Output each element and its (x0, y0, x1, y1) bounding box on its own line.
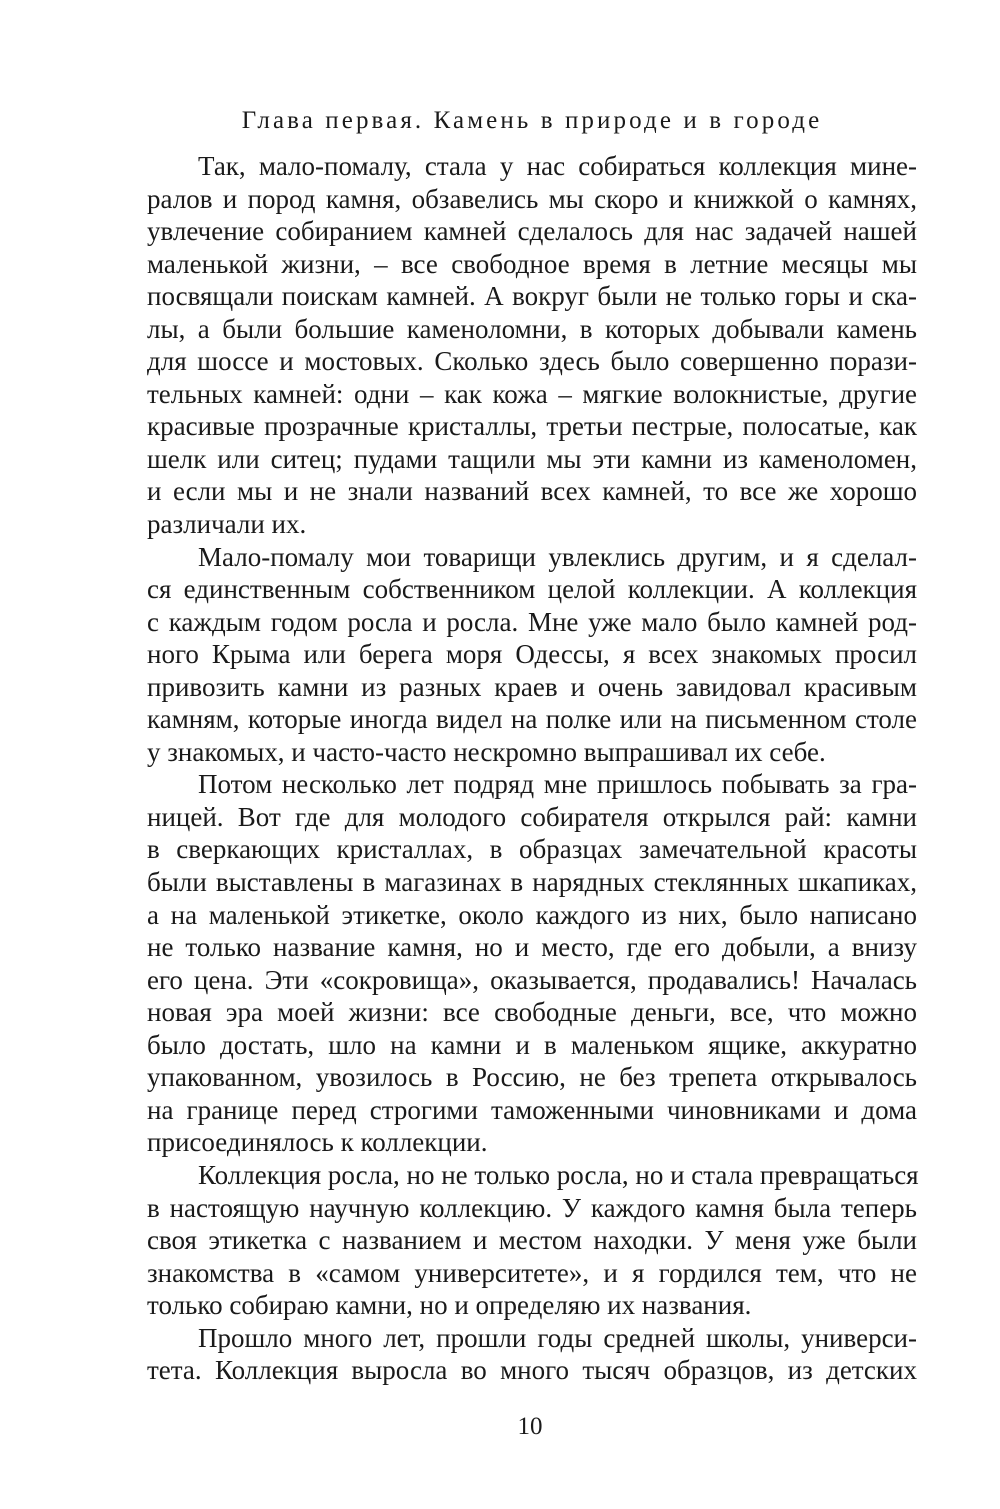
text-line: были выставлены в магазинах в нарядных стеклянных шкапиках, (147, 867, 917, 898)
text-line: ницей. Вот где для молодого собирателя открылся рай: камни (147, 801, 917, 832)
text-line: не только название камня, но и место, где его добыли, а внизу (147, 932, 917, 963)
text-line: с каждым годом росла и росла. Мне уже мало было камней род- (147, 606, 917, 637)
text-line: на границе перед строгими таможенными чиновниками и дома (147, 1094, 917, 1125)
text-line: новая эра моей жизни: все свободные деньги, все, что можно (147, 997, 917, 1028)
text-line: Потом несколько лет подряд мне пришлось побывать за гра- (198, 769, 917, 800)
text-line: шелк или ситец; пудами тащили мы эти камни из каменоломен, (147, 443, 917, 474)
text-line: Прошло много лет, прошли годы средней школы, универси- (198, 1322, 917, 1353)
text-line: ного Крыма или берега моря Одессы, я всех знакомых просил (147, 639, 917, 670)
text-line: тельных камней: одни – как кожа – мягкие волокнистые, другие (147, 378, 917, 409)
text-line: Коллекция росла, но не только росла, но и стала превращаться (198, 1159, 919, 1190)
text-line: ралов и пород камня, обзавелись мы скоро и книжкой о камнях, (147, 183, 917, 214)
text-line: ся единственным собственником целой коллекции. А коллекция (147, 574, 917, 605)
text-line: камням, которые иногда видел на полке или на письменном столе (147, 704, 917, 735)
text-line: привозить камни из разных краев и очень завидовал красивым (147, 671, 917, 702)
text-line: только собираю камни, но и определяю их названия. (147, 1290, 752, 1321)
text-line: в настоящую научную коллекцию. У каждого камня была теперь (147, 1192, 917, 1223)
text-line: в сверкающих кристаллах, в образцах замечательной красоты (147, 834, 917, 865)
text-line: маленькой жизни, – все свободное время в летние месяцы мы (147, 248, 917, 279)
text-line: упакованном, увозилось в Россию, не без трепета открывалось (147, 1062, 917, 1093)
body-text (147, 150, 917, 1387)
text-line: знакомства в «самом университете», и я гордился тем, что не (147, 1257, 917, 1288)
page-number: 10 (517, 1413, 543, 1440)
text-line: лы, а были большие каменоломни, в которых добывали камень (147, 313, 917, 344)
text-line: было достать, шло на камни и в маленьком ящике, аккуратно (147, 1029, 917, 1060)
text-line: различали их. (147, 509, 307, 540)
text-line: у знакомых, и часто-часто нескромно выпрашивал их себе. (147, 736, 826, 767)
text-line: его цена. Эти «сокровища», оказывается, продавались! Началась (147, 964, 917, 995)
text-line: посвящали поискам камней. А вокруг были не только горы и ска- (147, 281, 917, 312)
text-line: своя этикетка с названием и местом находки. У меня уже были (147, 1225, 917, 1256)
text-line: Так, мало-помалу, стала у нас собираться коллекция мине- (198, 151, 917, 181)
text-line: и если мы и не знали названий всех камней, то все же хорошо (147, 476, 917, 507)
running-header: Глава первая. Камень в природе и в городе (241, 107, 823, 134)
text-line: присоединялось к коллекции. (147, 1127, 488, 1158)
text-line: увлечение собиранием камней сделалось для нас задачей нашей (147, 216, 917, 247)
text-line: а на маленькой этикетке, около каждого из них, было написано (147, 899, 917, 930)
text-line: Мало-помалу мои товарищи увлеклись другим, и я сделал- (198, 541, 917, 572)
text-line: красивые прозрачные кристаллы, третьи пестрые, полосатые, как (147, 411, 917, 442)
text-line: тета. Коллекция выросла во много тысяч образцов, из детских (147, 1355, 917, 1386)
text-line: для шоссе и мостовых. Сколько здесь было совершенно порази- (147, 346, 917, 377)
